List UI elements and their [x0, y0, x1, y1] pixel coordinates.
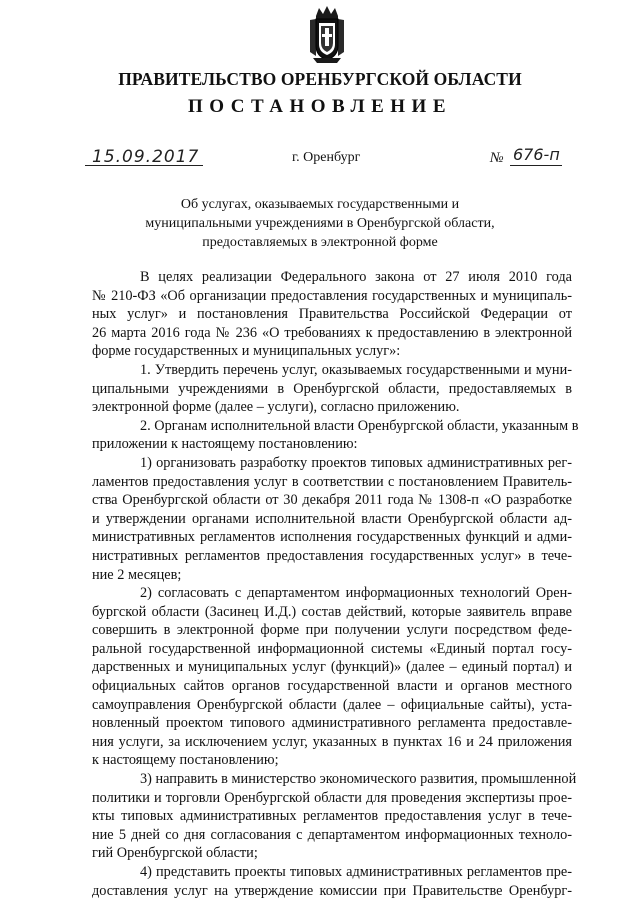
body-line: ных услуг» и постановления Правительства Российской Федерации от — [92, 306, 572, 323]
number-underline — [510, 165, 562, 166]
body-line: электронной форме (далее – услуги), согласно приложению. — [92, 399, 460, 416]
body-line: дарственных и муниципальных услуг (функций)» (далее – единый портал) и — [92, 659, 572, 676]
body-line: нистративных регламентов предоставления государственных услуг» в тече- — [92, 547, 572, 564]
body-line: ние 5 дней со дня согласования с департаментом информационных техноло- — [92, 826, 572, 843]
body-line: министративных регламентов исполнения государственных функций и адми- — [92, 529, 572, 546]
body-paragraph — [92, 417, 579, 454]
body-line: политики и торговли Оренбургской области для проведения экспертизы прое- — [92, 789, 572, 806]
body-line: ципальными учреждениями в Оренбургской области, предоставляемых в — [92, 380, 572, 397]
body-line: 1. Утвердить перечень услуг, оказываемых государственными и муни- — [140, 361, 572, 378]
subject-line: муниципальными учреждениями в Оренбургской области, — [145, 216, 495, 231]
number-label: № — [490, 150, 504, 166]
body-line: бургской области (Засинец И.Д.) состав действий, которые заявитель вправе — [92, 603, 572, 620]
body-line: 2. Органам исполнительной власти Оренбургской области, указанным в — [140, 417, 579, 434]
document-date: 15.09.2017 — [92, 147, 200, 167]
document-number: 676-п — [513, 145, 560, 164]
body-line: 26 марта 2016 года № 236 «О требованиях к предоставлению в электронной — [92, 324, 572, 341]
body-line: ральной государственной информационной системы «Единый портал госу- — [92, 640, 572, 657]
body-line: 1) организовать разработку проектов типовых административных рег- — [140, 454, 572, 471]
subject-line: предоставляемых в электронной форме — [202, 235, 438, 250]
body-line: ния услуги, за исключением услуг, указанных в пунктах 16 и 24 приложения — [92, 733, 572, 750]
body-paragraph — [92, 770, 577, 863]
body-line: кты типовых административных регламентов предоставления услуг в тече- — [92, 808, 572, 825]
organization-title: ПРАВИТЕЛЬСТВО ОРЕНБУРГСКОЙ ОБЛАСТИ — [118, 69, 522, 89]
body-line: 2) согласовать с департаментом информационных технологий Орен- — [140, 585, 572, 602]
body-paragraph — [92, 863, 572, 900]
body-line: В целях реализации Федерального закона от 27 июля 2010 года — [140, 269, 572, 285]
date-underline — [85, 165, 203, 166]
body-line: 4) представить проекты типовых административных регламентов пре- — [140, 864, 572, 880]
document-body — [92, 268, 579, 900]
body-line: № 210-ФЗ «Об организации предоставления государственных и муниципаль- — [92, 287, 572, 304]
body-line: новленный проектом типового административного регламента предоставле- — [92, 715, 572, 732]
body-paragraph — [92, 268, 572, 361]
body-line: доставления услуг на утверждение комиссии при Правительстве Оренбург- — [92, 882, 572, 899]
coat-of-arms-emblem — [307, 6, 347, 64]
body-line: 3) направить в министерство экономического развития, промышленной — [140, 771, 577, 788]
body-line: ства Оренбургской области от 30 декабря 2011 года № 1308-п «О разработке — [92, 492, 572, 509]
body-line: приложении к настоящему постановлению: — [92, 436, 358, 453]
document-city: г. Оренбург — [292, 150, 361, 165]
body-paragraph — [92, 584, 572, 770]
body-line: ламентов предоставления услуг в соответствии с постановлением Правитель- — [92, 473, 572, 490]
body-paragraph — [92, 454, 572, 584]
body-line: к настоящему постановлению; — [92, 752, 279, 769]
document-type-title: ПОСТАНОВЛЕНИЕ — [187, 96, 453, 117]
body-line: ние 2 месяцев; — [92, 566, 182, 583]
body-line: форме государственных и муниципальных услуг»: — [92, 343, 401, 360]
body-line: официальных сайтов органов государственной власти и органов местного — [92, 678, 572, 695]
body-line: гий Оренбургской области; — [92, 845, 258, 862]
subject-line: Об услугах, оказываемых государственными и — [180, 197, 460, 212]
body-paragraph — [92, 361, 572, 417]
document-subject — [0, 195, 640, 252]
body-line: совершить в электронной форме при получении услуги посредством феде- — [92, 622, 572, 639]
body-line: и утверждении органами исполнительной власти Оренбургской области ад- — [92, 510, 572, 527]
body-line: самоуправления Оренбургской области (далее – официальные сайты), уста- — [92, 696, 572, 713]
